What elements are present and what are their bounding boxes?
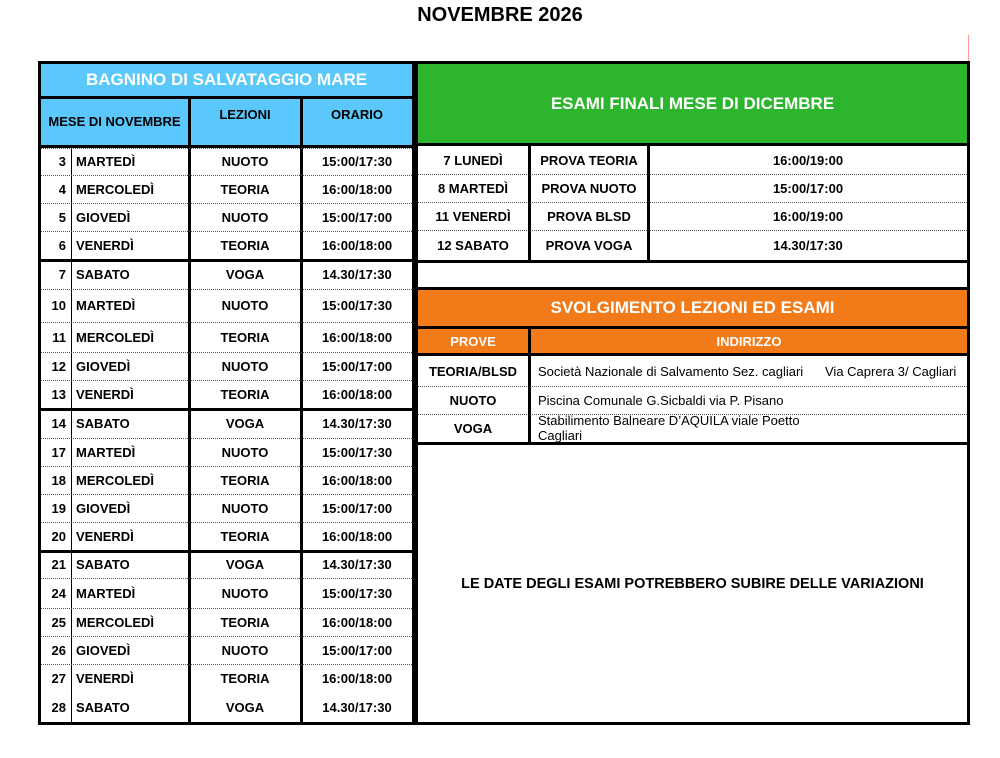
row-rule — [41, 550, 412, 553]
col-header-prove: PROVE — [450, 333, 496, 349]
weekday: MARTEDÌ — [76, 298, 136, 313]
day-number: 13 — [51, 386, 66, 402]
venues-columns — [415, 326, 970, 356]
page-title: NOVEMBRE 2026 — [417, 4, 583, 26]
lesson-time: 16:00/18:00 — [321, 670, 393, 686]
lesson-type: TEORIA — [220, 528, 270, 544]
weekday: VENERDÌ — [76, 528, 134, 544]
day-number: 18 — [51, 472, 66, 488]
venues-table — [415, 356, 970, 442]
lesson-type: TEORIA — [220, 181, 270, 197]
venue-address: Società Nazionale di Salvamento Sez. cagliari — [538, 363, 804, 379]
day-number: 5 — [58, 209, 66, 225]
table-row — [41, 494, 412, 522]
lesson-type: TEORIA — [220, 386, 270, 402]
table-row — [41, 608, 412, 636]
lesson-type: TEORIA — [220, 329, 270, 345]
row-rule — [41, 231, 412, 232]
table-row — [41, 438, 412, 466]
lesson-type: NUOTO — [221, 642, 269, 658]
lesson-time: 16:00/18:00 — [321, 181, 393, 197]
day-number: 24 — [51, 585, 66, 601]
day-number: 25 — [51, 614, 66, 630]
lesson-type: NUOTO — [221, 209, 269, 225]
row-rule — [41, 636, 412, 637]
weekday: MARTEDÌ — [76, 585, 136, 601]
weekday: VENERDÌ — [76, 237, 134, 253]
lesson-time: 16:00/18:00 — [321, 237, 393, 253]
row-rule — [41, 289, 412, 290]
lesson-type: NUOTO — [221, 444, 269, 460]
row-rule — [41, 466, 412, 467]
exams-table — [415, 146, 970, 260]
lesson-time: 16:00/18:00 — [321, 528, 393, 544]
column-rule — [528, 386, 531, 414]
row-rule — [41, 608, 412, 609]
weekday: GIOVEDÌ — [76, 358, 131, 374]
exams-heading: ESAMI FINALI MESE DI DICEMBRE — [415, 61, 970, 146]
lesson-type: NUOTO — [221, 358, 269, 374]
table-row — [41, 550, 412, 578]
column-rule — [647, 146, 650, 174]
table-row — [41, 322, 412, 352]
table-row — [41, 259, 412, 289]
table-row — [41, 466, 412, 494]
exam-time: 15:00/17:00 — [772, 180, 844, 196]
lesson-time: 14.30/17:30 — [322, 556, 392, 572]
column-rule — [528, 230, 531, 260]
day-number: 28 — [51, 699, 66, 715]
lesson-type: VOGA — [225, 699, 265, 715]
exam-row — [418, 202, 967, 231]
table-row — [41, 203, 412, 231]
day-number: 27 — [51, 670, 66, 686]
col-header-time: ORARIO — [302, 99, 412, 145]
table-row — [41, 692, 412, 722]
column-rule — [528, 414, 531, 442]
day-number: 6 — [58, 237, 66, 253]
venue-test: TEORIA/BLSD — [428, 363, 518, 379]
exam-test: PROVA NUOTO — [541, 180, 637, 196]
row-rule — [41, 148, 412, 149]
lesson-time: 14.30/17:30 — [322, 699, 392, 715]
weekday: SABATO — [76, 415, 130, 431]
exam-date: 8 MARTEDÌ — [437, 180, 509, 196]
lesson-time: 15:00/17:00 — [321, 500, 393, 516]
exam-date: 7 LUNEDÌ — [443, 152, 503, 168]
lesson-type: TEORIA — [220, 614, 270, 630]
lesson-time: 15:00/17:00 — [321, 209, 393, 225]
exam-test: PROVA BLSD — [547, 208, 631, 224]
row-rule — [41, 352, 412, 353]
weekday: VENERDÌ — [76, 386, 134, 402]
lesson-time: 16:00/18:00 — [321, 614, 393, 630]
venue-address: Piscina Comunale G.Sicbaldi via P. Pisano — [538, 392, 784, 408]
lesson-type: NUOTO — [221, 298, 269, 313]
table-row — [41, 289, 412, 322]
table-row — [41, 380, 412, 408]
table-row — [41, 148, 412, 175]
lesson-type: TEORIA — [220, 237, 270, 253]
row-rule — [41, 494, 412, 495]
exam-row — [418, 146, 967, 175]
spacer-cell — [415, 260, 970, 290]
col-header-lessons: LEZIONI — [190, 99, 300, 145]
column-rule — [647, 202, 650, 230]
table-row — [41, 578, 412, 608]
weekday: MERCOLEDÌ — [76, 472, 154, 488]
day-number: 12 — [51, 358, 66, 374]
weekday: GIOVEDÌ — [76, 500, 131, 516]
exam-date: 12 SABATO — [437, 237, 509, 253]
lesson-time: 15:00/17:00 — [321, 358, 393, 374]
row-rule — [41, 522, 412, 523]
column-rule — [647, 230, 650, 260]
lesson-time: 15:00/17:30 — [321, 154, 393, 169]
exam-test: PROVA TEORIA — [540, 152, 638, 168]
row-rule — [41, 438, 412, 439]
day-number: 10 — [51, 298, 66, 313]
venues-heading: SVOLGIMENTO LEZIONI ED ESAMI — [415, 290, 970, 326]
row-rule — [41, 380, 412, 381]
lesson-time: 16:00/18:00 — [321, 386, 393, 402]
row-rule — [41, 322, 412, 323]
column-rule — [647, 174, 650, 202]
row-rule — [41, 203, 412, 204]
lesson-time: 16:00/18:00 — [321, 472, 393, 488]
venue-address: Stabilimento Balneare D’AQUILA viale Poetto Cagliari — [538, 413, 800, 443]
day-number: 3 — [58, 154, 66, 169]
row-rule — [41, 578, 412, 579]
table-row — [41, 175, 412, 203]
exam-date: 11 VENERDÌ — [435, 208, 511, 224]
weekday: MERCOLEDÌ — [76, 181, 154, 197]
exam-row — [418, 230, 967, 260]
table-row — [41, 408, 412, 438]
lesson-time: 15:00/17:30 — [321, 298, 393, 313]
col-header-month: MESE DI NOVEMBRE — [41, 99, 188, 145]
row-rule — [41, 259, 412, 262]
day-number: 21 — [51, 556, 66, 572]
exam-date-note: LE DATE DEGLI ESAMI POTREBBERO SUBIRE DELLE VARIAZIONI — [415, 442, 970, 725]
column-rule — [528, 356, 531, 386]
exam-row — [418, 174, 967, 203]
col-header-indirizzo: INDIRIZZO — [716, 333, 782, 349]
day-number: 20 — [51, 528, 66, 544]
lesson-time: 15:00/17:00 — [321, 642, 393, 658]
edge-mark — [968, 35, 969, 61]
lesson-time: 16:00/18:00 — [321, 329, 393, 345]
day-number: 19 — [51, 500, 66, 516]
exam-time: 16:00/19:00 — [772, 152, 844, 168]
weekday: VENERDÌ — [76, 670, 134, 686]
table-row — [41, 664, 412, 692]
lesson-time: 15:00/17:30 — [321, 585, 393, 601]
exam-time: 14.30/17:30 — [773, 237, 843, 253]
weekday: MERCOLEDÌ — [76, 329, 154, 345]
weekday: MARTEDÌ — [76, 154, 136, 169]
day-number: 17 — [51, 444, 66, 460]
lesson-time: 14.30/17:30 — [322, 415, 392, 431]
exam-time: 16:00/19:00 — [772, 208, 844, 224]
lesson-time: 15:00/17:30 — [321, 444, 393, 460]
table-row — [41, 352, 412, 380]
venue-row — [418, 386, 967, 415]
lesson-type: NUOTO — [221, 154, 269, 169]
venue-row — [418, 414, 967, 442]
weekday: SABATO — [76, 556, 130, 572]
weekday: GIOVEDÌ — [76, 642, 131, 658]
lesson-type: TEORIA — [220, 472, 270, 488]
table-row — [41, 231, 412, 259]
weekday: MARTEDÌ — [76, 444, 136, 460]
exam-test: PROVA VOGA — [545, 237, 633, 253]
day-number: 4 — [58, 181, 66, 197]
row-rule — [41, 175, 412, 176]
column-rule — [528, 202, 531, 230]
lessons-heading: BAGNINO DI SALVATAGGIO MARE — [41, 64, 412, 99]
day-number: 7 — [58, 266, 66, 282]
table-row — [41, 522, 412, 550]
lesson-type: VOGA — [225, 266, 265, 282]
day-number: 26 — [51, 642, 66, 658]
lessons-table — [38, 61, 415, 725]
venue-address-extra: Via Caprera 3/ Cagliari — [825, 363, 957, 379]
row-rule — [41, 664, 412, 665]
lesson-type: NUOTO — [221, 585, 269, 601]
weekday: GIOVEDÌ — [76, 209, 131, 225]
lesson-type: VOGA — [225, 415, 265, 431]
column-rule — [528, 146, 531, 174]
column-rule — [528, 174, 531, 202]
venue-row — [418, 356, 967, 387]
weekday: SABATO — [76, 266, 130, 282]
day-number: 11 — [52, 329, 66, 345]
row-rule — [41, 408, 412, 411]
venue-test: VOGA — [453, 420, 493, 436]
lesson-type: TEORIA — [220, 670, 270, 686]
venue-test: NUOTO — [449, 392, 497, 408]
weekday: SABATO — [76, 699, 130, 715]
lesson-type: VOGA — [225, 556, 265, 572]
lesson-time: 14.30/17:30 — [322, 266, 392, 282]
weekday: MERCOLEDÌ — [76, 614, 154, 630]
table-row — [41, 636, 412, 664]
day-number: 14 — [51, 415, 66, 431]
lesson-type: NUOTO — [221, 500, 269, 516]
